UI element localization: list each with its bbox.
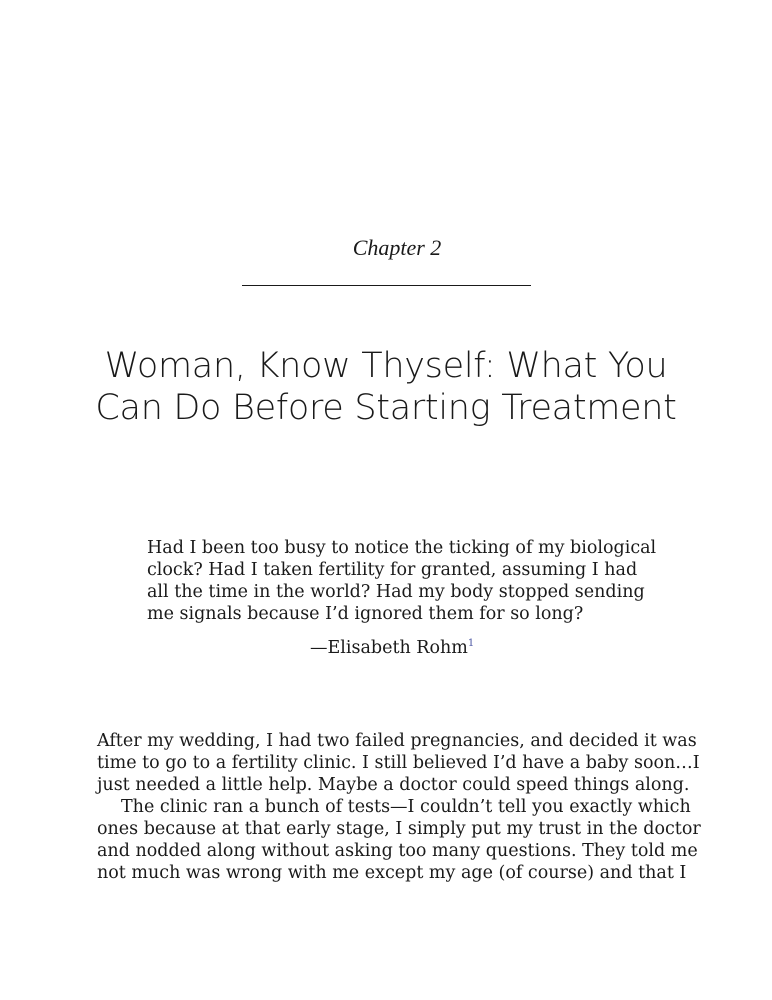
chapter-divider-rule bbox=[242, 285, 531, 286]
body-line: After my wedding, I had two failed pregnancies, and decided it was bbox=[97, 731, 697, 751]
body-line: and nodded along without asking too many questions. They told me bbox=[97, 841, 698, 861]
body-line: not much was wrong with me except my age (of course) and that I bbox=[97, 863, 687, 883]
epigraph-attribution bbox=[310, 637, 474, 659]
epigraph-line: clock? Had I taken fertility for granted, assuming I had bbox=[147, 560, 638, 580]
footnote-marker[interactable]: 1 bbox=[467, 638, 475, 650]
chapter-label: Chapter 2 bbox=[352, 235, 442, 260]
body-line: just needed a little help. Maybe a doctor could speed things along. bbox=[97, 775, 690, 795]
body-line: ones because at that early stage, I simply put my trust in the doctor bbox=[97, 819, 701, 839]
chapter-title-line: Woman, Know Thyself: What You bbox=[104, 346, 668, 386]
body-text bbox=[97, 730, 701, 884]
chapter-title bbox=[60, 345, 712, 429]
body-line: The clinic ran a bunch of tests—I couldn’t tell you exactly which bbox=[121, 797, 691, 817]
body-line: time to go to a fertility clinic. I still believed I’d have a baby soon…I bbox=[97, 753, 700, 773]
chapter-title-line: Can Do Before Starting Treatment bbox=[95, 388, 677, 428]
epigraph-quote bbox=[147, 537, 657, 625]
epigraph-line: me signals because I’d ignored them for so long? bbox=[147, 604, 584, 624]
epigraph-line: all the time in the world? Had my body stopped sending bbox=[147, 582, 645, 602]
epigraph-line: Had I been too busy to notice the ticking of my biological bbox=[147, 538, 657, 558]
attribution-text: —Elisabeth Rohm bbox=[310, 638, 468, 658]
